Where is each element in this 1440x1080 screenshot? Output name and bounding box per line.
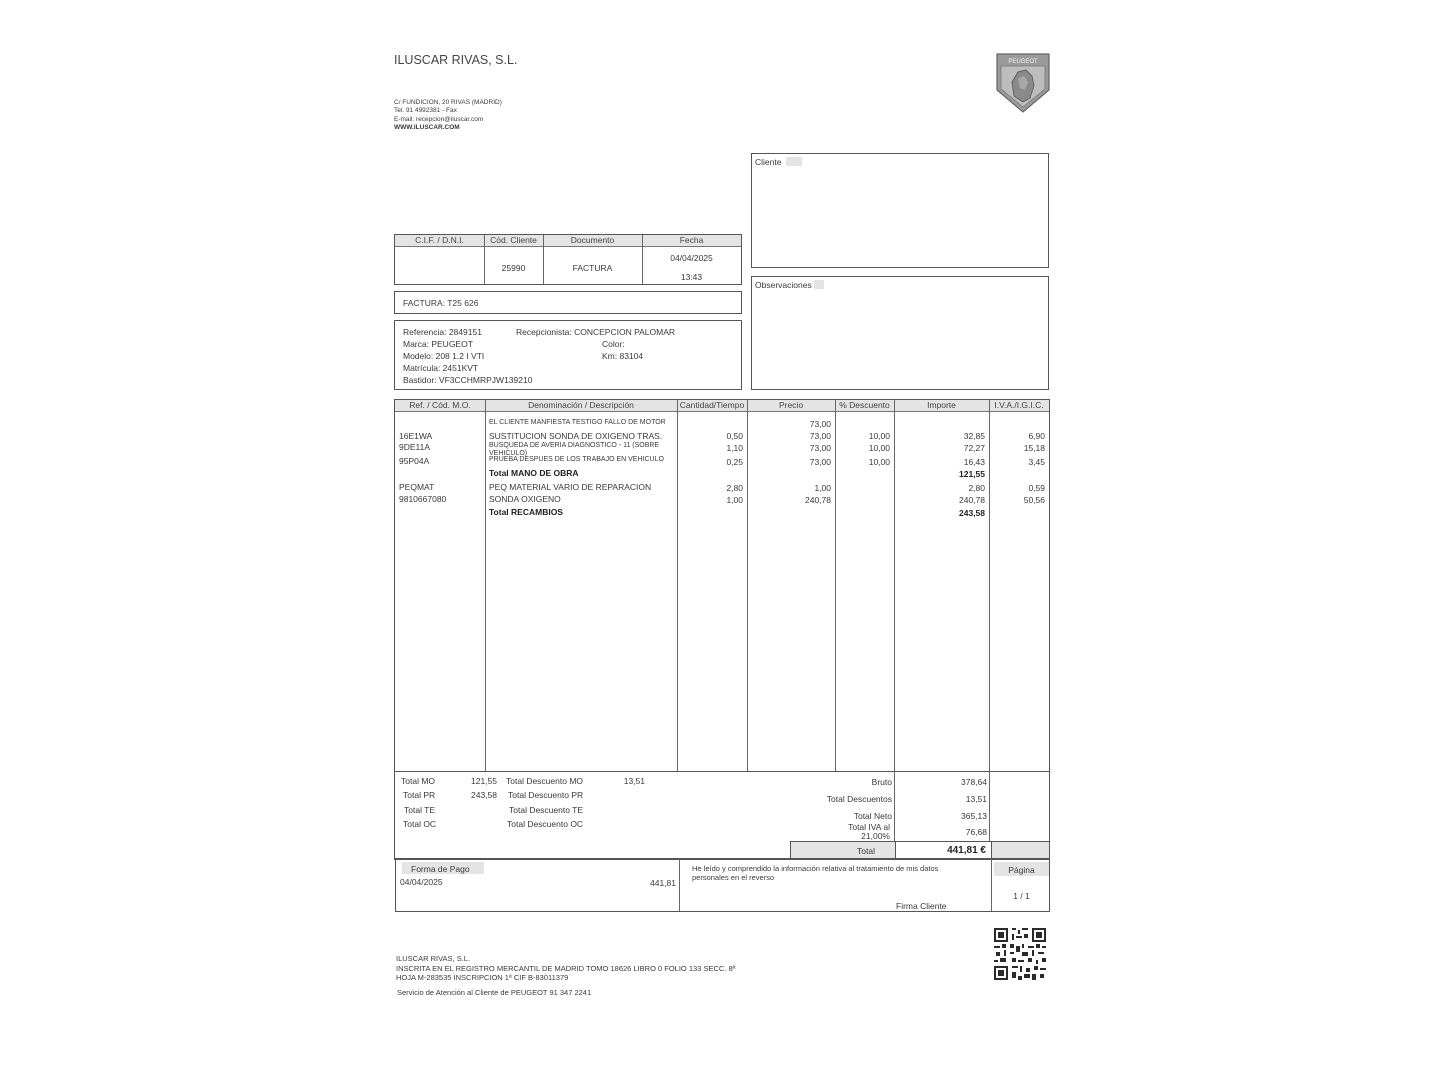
invoice-number: FACTURA: T25 626 xyxy=(403,298,479,308)
vehicle-box xyxy=(394,320,742,390)
subtotal-parts-amount: 243,58 xyxy=(959,508,985,518)
line-ref: 9DE11A xyxy=(399,442,431,452)
page-label: Página xyxy=(1008,865,1035,875)
line-quantity: 0,25 xyxy=(726,457,743,467)
line-price: 240,78 xyxy=(805,495,831,505)
grand-total-value: 441,81 € xyxy=(947,845,986,856)
total-discount-mo-value: 13,51 xyxy=(623,776,645,786)
line-vat: 15,18 xyxy=(1023,443,1045,453)
time-value: 13:43 xyxy=(680,272,703,282)
line-description: PEQ MATERIAL VARIO DE REPARACION xyxy=(489,482,652,492)
total-discount-oc-label: Total Descuento OC xyxy=(507,819,584,829)
col-header-quantity: Cantidad/Tiempo xyxy=(677,400,747,412)
footer-registry-2: HOJA M-283535 INSCRIPCION 1ª CIF B-83011379 xyxy=(396,973,569,982)
line-description: SUSTITUCION SONDA DE OXIGENO TRAS. xyxy=(489,431,663,441)
line-vat: 50,56 xyxy=(1023,495,1045,505)
footer-company: ILUSCAR RIVAS, S.L. xyxy=(396,954,471,963)
company-phone: Tel. 91 4992381 - Fax xyxy=(394,107,457,114)
document-header-table xyxy=(394,234,742,285)
total-pr-value: 243,58 xyxy=(471,790,497,800)
privacy-notice: He leído y comprendido la información relativa al tratamiento de mis datos xyxy=(692,864,939,873)
line-description: EL CLIENTE MANFIESTA TESTIGO FALLO DE MOTOR xyxy=(489,419,666,426)
header-date: Fecha xyxy=(642,235,741,247)
header-document: Documento xyxy=(543,235,642,247)
line-amount: 2,80 xyxy=(968,483,985,493)
date-value: 04/04/2025 xyxy=(670,253,713,263)
page-number: 1 / 1 xyxy=(1013,891,1030,901)
payment-section xyxy=(395,858,1050,912)
vehicle-vin: Bastidor: VF3CCHMRPJW139210 xyxy=(403,375,533,385)
line-quantity: 2,80 xyxy=(726,483,743,493)
line-ref: 95P04A xyxy=(399,456,430,466)
vehicle-model: Modelo: 208 1.2 I VTI xyxy=(403,351,485,361)
line-price: 1,00 xyxy=(814,483,831,493)
line-discount: 10,00 xyxy=(868,457,890,467)
total-mo-value: 121,55 xyxy=(471,776,497,786)
col-header-vat: I.V.A./I.G.I.C. xyxy=(989,400,1049,412)
privacy-notice-2: personales en el reverso xyxy=(692,873,775,882)
gross-label: Bruto xyxy=(871,777,892,787)
total-oc-label: Total OC xyxy=(403,819,437,829)
invoice-number-box xyxy=(394,291,742,314)
footer-registry: INSCRITA EN EL REGISTRO MERCANTIL DE MADRID TOMO 18626 LIBRO 0 FOLIO 133 SECC. 8ª xyxy=(396,964,736,973)
company-address: C/ FUNDICION, 20 RIVAS (MADRID) xyxy=(394,99,502,106)
footer-customer-service: Servicio de Atención al Cliente de PEUGEOT 91 347 2241 xyxy=(397,988,592,997)
line-amount: 32,85 xyxy=(963,431,985,441)
line-amount: 16,43 xyxy=(963,457,985,467)
line-quantity: 1,10 xyxy=(726,443,743,453)
line-ref: 16E1WA xyxy=(399,431,433,441)
gross-value: 378,64 xyxy=(961,777,987,787)
header-cif: C.I.F. / D.N.I. xyxy=(395,235,484,247)
vehicle-brand: Marca: PEUGEOT xyxy=(403,339,473,349)
vehicle-km: Km: 83104 xyxy=(602,351,644,361)
total-mo-label: Total MO xyxy=(401,776,436,786)
company-email: E-mail: recepcion@iluscar.com xyxy=(394,116,484,123)
client-box xyxy=(751,153,1049,268)
line-quantity: 0,50 xyxy=(726,431,743,441)
observations-label: Observaciones xyxy=(755,280,812,290)
client-code-value: 25990 xyxy=(501,263,526,273)
grand-total-label: Total xyxy=(857,846,875,856)
document-type-value: FACTURA xyxy=(572,263,613,273)
line-vat: 3,45 xyxy=(1028,457,1045,467)
line-price: 73,00 xyxy=(809,443,831,453)
subtotal-labour-label: Total MANO DE OBRA xyxy=(489,468,579,478)
line-description: SONDA OXIGENO xyxy=(489,494,561,504)
line-description: BUSQUEDA DE AVERIA DIAGNOSTICO - 11 (SOBRE VEHICULO) xyxy=(489,442,660,457)
vehicle-reference: Referencia: 2849151 xyxy=(403,327,482,337)
observations-box xyxy=(751,276,1049,390)
qr-code xyxy=(994,928,1046,980)
header-client-code: Cód. Cliente xyxy=(484,235,543,247)
line-price: 73,00 xyxy=(809,457,831,467)
subtotal-parts-label: Total RECAMBIOS xyxy=(489,507,563,517)
peugeot-badge-text: PEUGEOT xyxy=(1008,59,1038,65)
col-header-ref: Ref. / Cód. M.O. xyxy=(395,400,485,412)
line-discount: 10,00 xyxy=(868,431,890,441)
vehicle-color: Color: xyxy=(602,339,625,349)
payment-method-label: Forma de Pago xyxy=(411,864,470,874)
total-te-label: Total TE xyxy=(404,805,436,815)
total-discount-mo-label: Total Descuento MO xyxy=(506,776,584,786)
subtotal-labour-amount: 121,55 xyxy=(959,469,985,479)
col-header-discount: % Descuento xyxy=(835,400,894,412)
total-discount-te-label: Total Descuento TE xyxy=(509,805,584,815)
col-header-description: Denominación / Descripción xyxy=(485,400,677,412)
line-price: 73,00 xyxy=(809,431,831,441)
receptionist: Recepcionista: CONCEPCION PALOMAR xyxy=(516,327,676,337)
customer-signature-label: Firma Cliente xyxy=(896,901,947,911)
col-header-price: Precio xyxy=(747,400,835,412)
total-discounts-value: 13,51 xyxy=(965,794,987,804)
client-label: Cliente xyxy=(755,157,782,167)
vehicle-plate: Matrícula: 2451KVT xyxy=(403,363,479,373)
company-web: WWW.ILUSCAR.COM xyxy=(394,124,460,131)
line-ref: PEQMAT xyxy=(399,482,435,492)
redaction-block xyxy=(814,280,824,289)
line-vat: 6,90 xyxy=(1028,431,1045,441)
line-amount: 72,27 xyxy=(963,443,985,453)
line-items-table xyxy=(394,399,1050,772)
vat-value: 76,68 xyxy=(965,827,987,837)
vat-label: Total IVA al xyxy=(848,822,890,832)
line-amount: 240,78 xyxy=(959,495,985,505)
line-price: 73,00 xyxy=(809,419,831,429)
peugeot-logo xyxy=(994,52,1052,114)
company-name: ILUSCAR RIVAS, S.L. xyxy=(394,53,518,67)
line-discount: 10,00 xyxy=(868,443,890,453)
line-quantity: 1,00 xyxy=(726,495,743,505)
total-pr-label: Total PR xyxy=(403,790,436,800)
line-description: PRUEBA DESPUES DE LOS TRABAJO EN VEHICULO xyxy=(489,456,664,463)
col-header-amount: Importe xyxy=(894,400,989,412)
vat-rate: 21,00% xyxy=(861,831,890,841)
line-ref: 9810667080 xyxy=(399,494,447,504)
redaction-block xyxy=(786,157,802,166)
total-discount-pr-label: Total Descuento PR xyxy=(508,790,584,800)
line-vat: 0,59 xyxy=(1028,483,1045,493)
payment-date: 04/04/2025 xyxy=(400,877,443,887)
total-discounts-label: Total Descuentos xyxy=(826,794,892,804)
net-total-label: Total Neto xyxy=(853,811,892,821)
payment-amount: 441,81 xyxy=(650,878,676,888)
net-total-value: 365,13 xyxy=(961,811,987,821)
